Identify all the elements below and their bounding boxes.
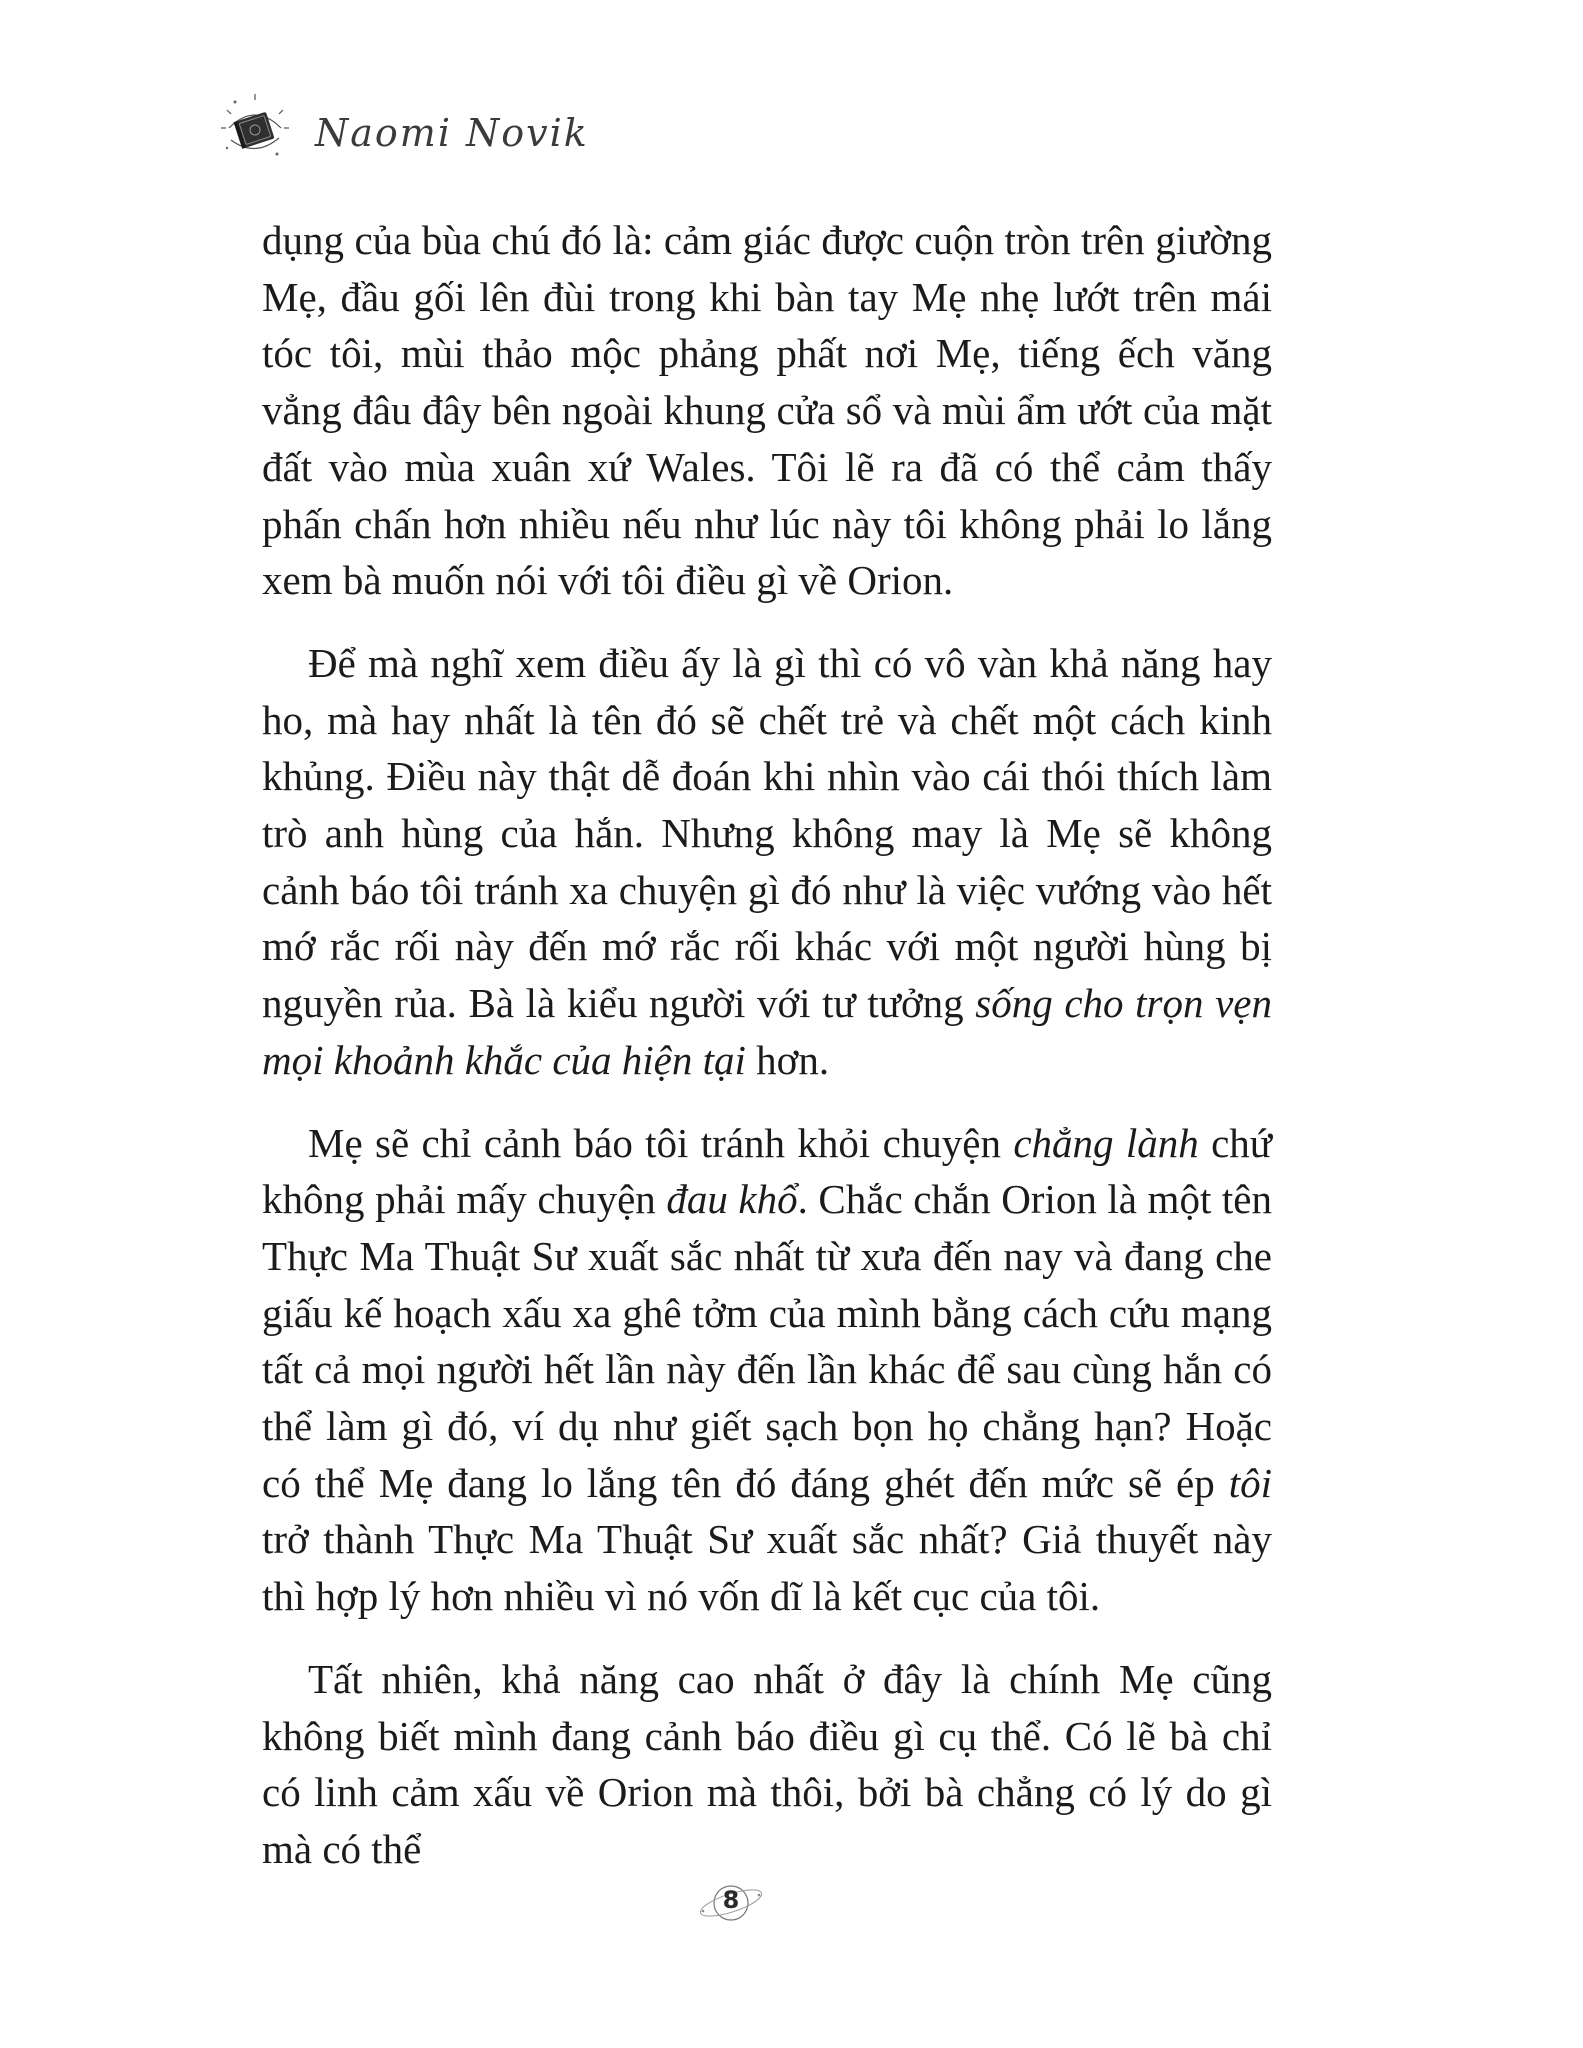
italic-text: đau khổ (666, 1176, 798, 1223)
book-emblem-icon (215, 88, 295, 168)
text-run: hơn. (745, 1036, 830, 1083)
running-header (215, 88, 589, 168)
paragraph (262, 635, 1272, 1089)
paragraph (262, 1115, 1272, 1625)
body-text (262, 212, 1272, 1878)
author-name: Naomi Novik (315, 111, 589, 155)
text-run: dụng của bùa chú đó là: cảm giác được cuộn tròn trên giường Mẹ, đầu gối lên đùi trong khi bàn tay Mẹ nhẹ lướt trên mái tóc tôi, mùi thảo mộc phảng phất nơi Mẹ, tiếng ếch văng vẳng đâu đây bên ngoài khung cửa sổ và mùi ẩm ướt của mặt đất vào mùa xuân xứ Wales. Tôi lẽ ra đã có thể cảm thấy phấn chấn hơn nhiều nếu như lúc này tôi không phải lo lắng xem bà muốn nói với tôi điều gì về Orion. (262, 217, 1272, 604)
text-run: trở thành Thực Ma Thuật Sư xuất sắc nhất? Giả thuyết này thì hợp lý hơn nhiều vì nó vốn dĩ là kết cục của tôi. (262, 1516, 1272, 1620)
text-run: Để mà nghĩ xem điều ấy là gì thì có vô vàn khả năng hay ho, mà hay nhất là tên đó sẽ chết trẻ và chết một cách kinh khủng. Điều này thật dễ đoán khi nhìn vào cái thói thích làm trò anh hùng của hắn. Nhưng không may là Mẹ sẽ không cảnh báo tôi tránh xa chuyện gì đó như là việc vướng vào hết mớ rắc rối này đến mớ rắc rối khác với một người hùng bị nguyền rủa. Bà là kiểu người với tư tưởng (262, 639, 1272, 1027)
paragraph (262, 212, 1272, 609)
italic-text: sống cho trọn vẹn mọi khoảnh khắc của hiện tại (262, 980, 1273, 1083)
italic-text: tôi (1228, 1459, 1272, 1506)
page-number: 8 (722, 1886, 740, 1914)
text-run: Mẹ sẽ chỉ cảnh báo tôi tránh khỏi chuyện (308, 1119, 1014, 1166)
page-footer (695, 1875, 767, 1931)
italic-text: chẳng lành (1013, 1119, 1199, 1166)
text-run: . Chắc chắn Orion là một tên Thực Ma Thuật Sư xuất sắc nhất từ xưa đến nay và đang che giấu kế hoạch xấu xa ghê tởm của mình bằng cách cứu mạng tất cả mọi người hết lần này đến lần khác để sau cùng hắn có thể làm gì đó, ví dụ như giết sạch bọn họ chẳng hạn? Hoặc có thể Mẹ đang lo lắng tên đó đáng ghét đến mức sẽ ép (262, 1176, 1272, 1506)
paragraph (262, 1651, 1272, 1878)
text-run: chứ không phải mấy chuyện (262, 1119, 1273, 1223)
text-run: Tất nhiên, khả năng cao nhất ở đây là chính Mẹ cũng không biết mình đang cảnh báo điều gì cụ thể. Có lẽ bà chỉ có linh cảm xấu về Orion mà thôi, bởi bà chẳng có lý do gì mà có thể (262, 1655, 1272, 1872)
